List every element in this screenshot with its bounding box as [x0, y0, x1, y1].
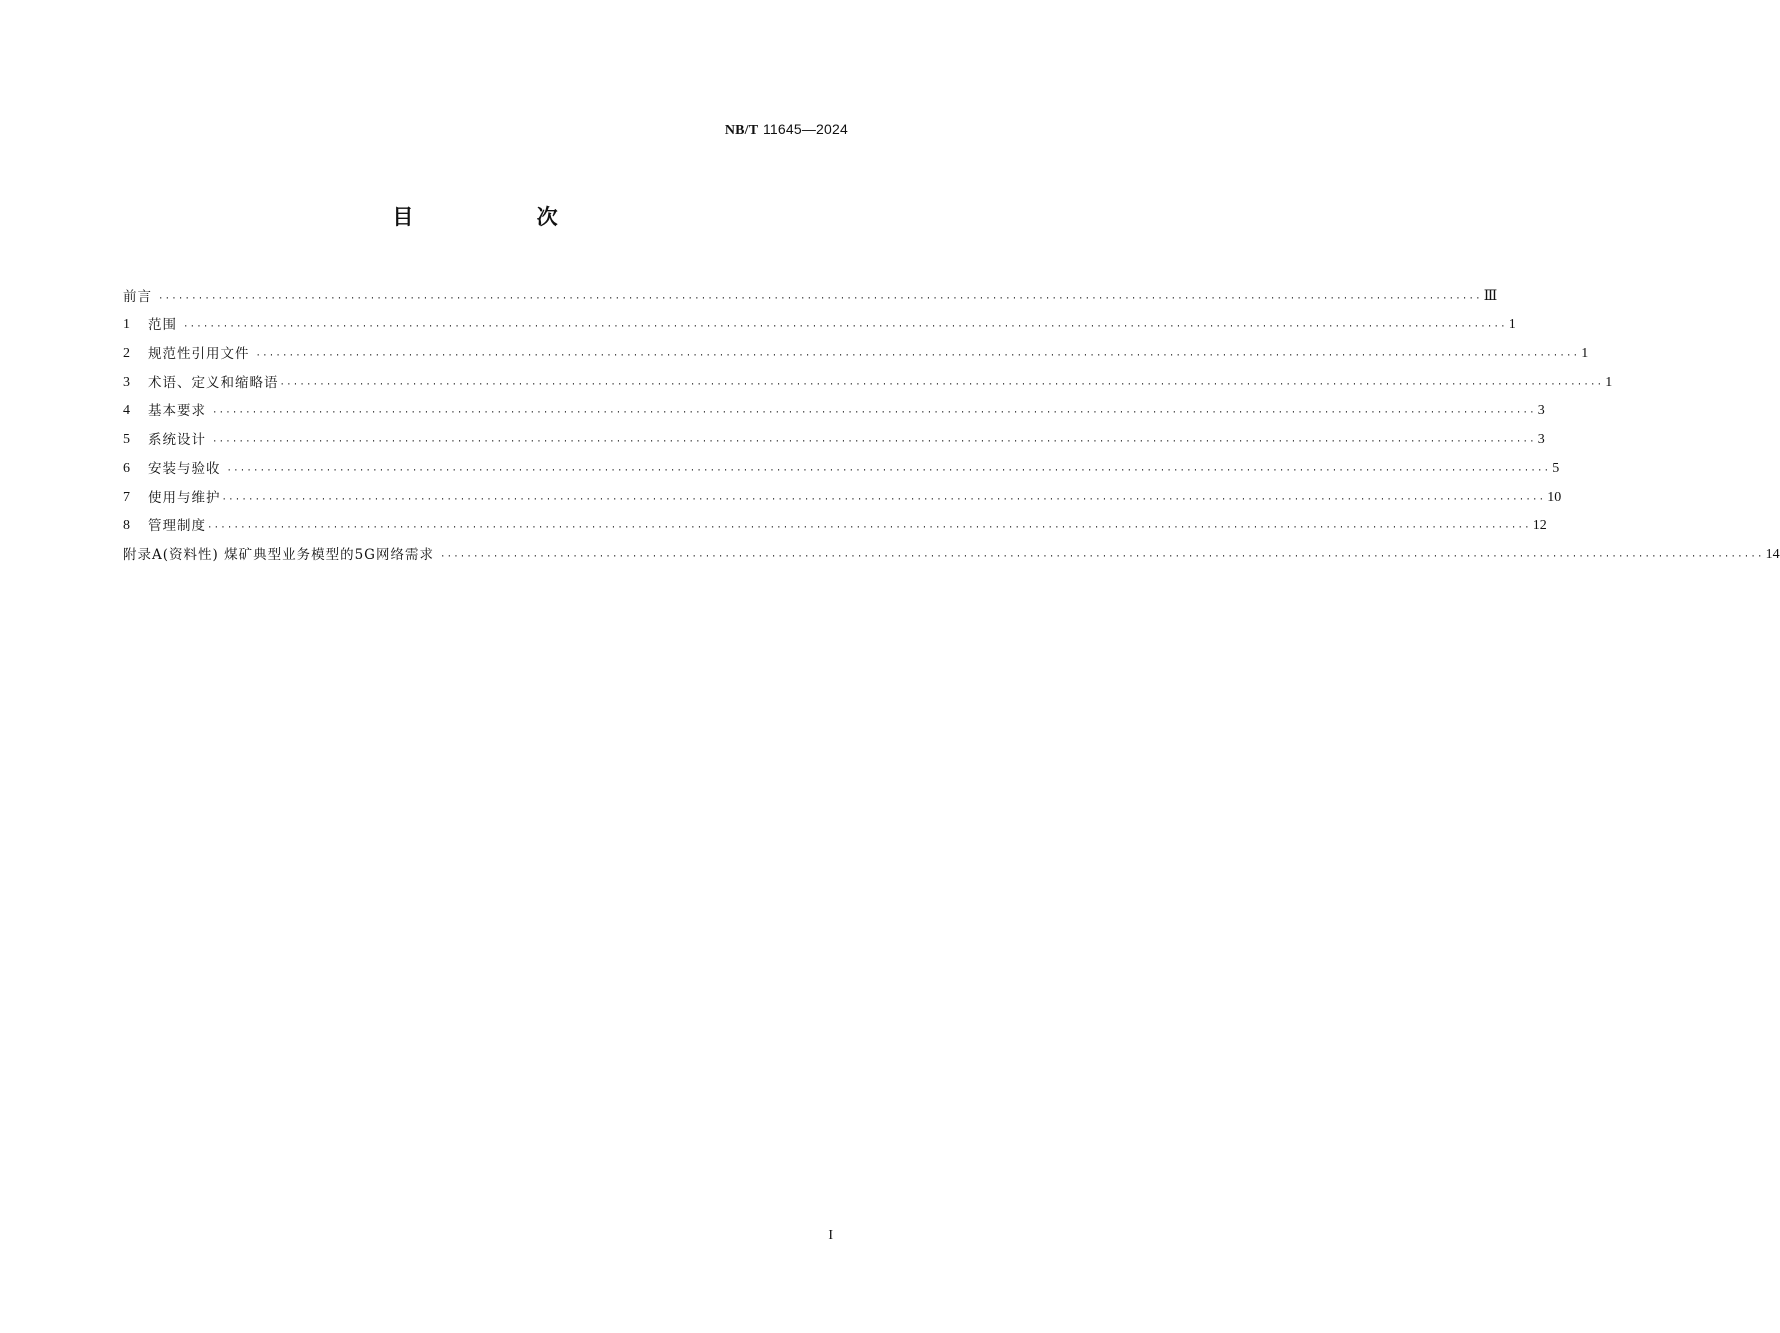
toc-dot-leader: ········································································································································································································: [158, 293, 1482, 304]
toc-section-number: 7: [123, 489, 130, 505]
toc-page-number: 10: [1547, 489, 1562, 505]
toc-entry-annex-a[interactable]: [123, 538, 1780, 567]
toc-section-number: 4: [123, 403, 130, 419]
toc-page-number: 5: [1552, 460, 1560, 476]
standard-prefix: NB/T: [724, 123, 759, 138]
toc-entry-5[interactable]: [123, 423, 1545, 452]
toc-page-number: 3: [1537, 432, 1545, 448]
toc-dot-leader: ········································································································································································································: [255, 351, 1580, 362]
toc-section-number: 2: [123, 346, 130, 362]
toc-dot-leader: ········································································································································································································: [212, 437, 1536, 448]
toc-section-number: 6: [123, 460, 130, 476]
toc-label: 基本要求: [148, 403, 206, 420]
toc-entry-8[interactable]: [123, 510, 1547, 539]
toc-dot-leader: ········································································································································································································: [212, 408, 1536, 419]
toc-dot-leader: ········································································································································································································: [279, 379, 1604, 390]
toc-dot-leader: ········································································································································································································: [439, 551, 1764, 562]
toc-entry-foreword[interactable]: [123, 280, 1498, 309]
toc-entry-4[interactable]: [123, 395, 1545, 424]
toc-label: 附录A(资料性) 煤矿典型业务模型的5G网络需求: [123, 546, 434, 563]
toc-label: 管理制度: [148, 518, 206, 535]
toc-label: 安装与验收: [148, 460, 221, 477]
toc-entry-7[interactable]: [123, 481, 1562, 510]
standard-code: [725, 121, 848, 139]
toc-page-number: Ⅲ: [1483, 288, 1498, 304]
toc-dot-leader: ········································································································································································································: [221, 494, 1546, 505]
page-title: 目 次: [392, 205, 616, 229]
toc-section-number: 5: [123, 432, 130, 448]
toc-entry-6[interactable]: [123, 452, 1560, 481]
table-of-contents: [123, 280, 1780, 567]
toc-label: 系统设计: [148, 432, 206, 449]
toc-section-number: 1: [123, 317, 130, 333]
toc-dot-leader: ········································································································································································································: [207, 523, 1531, 534]
standard-number: 11645—2024: [762, 121, 848, 137]
toc-section-number: 3: [123, 374, 130, 390]
toc-label: 使用与维护: [148, 489, 221, 506]
toc-dot-leader: ········································································································································································································: [183, 322, 1507, 333]
toc-label: 术语、定义和缩略语: [148, 374, 279, 391]
toc-page-number: 12: [1532, 518, 1547, 534]
toc-entry-3[interactable]: [123, 366, 1613, 395]
toc-entry-2[interactable]: [123, 337, 1589, 366]
toc-label: 规范性引用文件: [148, 346, 250, 363]
toc-entry-1[interactable]: [123, 309, 1516, 338]
toc-label: 前言: [123, 288, 152, 305]
page-number: I: [828, 1228, 833, 1243]
toc-page-number: 1: [1605, 374, 1613, 390]
toc-dot-leader: ········································································································································································································: [226, 465, 1551, 476]
toc-page-number: 1: [1581, 346, 1589, 362]
toc-page-number: 14: [1765, 546, 1780, 562]
toc-page-number: 1: [1508, 317, 1516, 333]
toc-section-number: 8: [123, 518, 130, 534]
toc-label: 范围: [148, 317, 177, 334]
toc-page-number: 3: [1537, 403, 1545, 419]
